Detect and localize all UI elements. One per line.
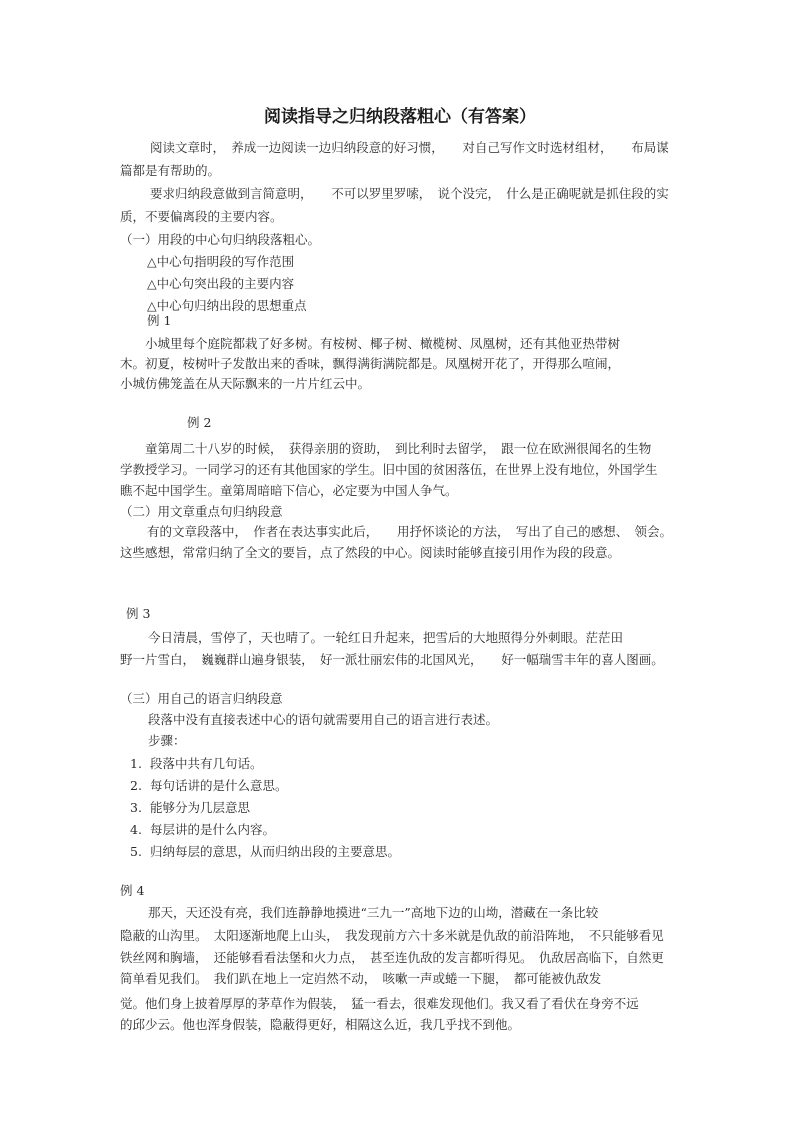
paragraph-line: 阅读文章时， 养成一边阅读一边归纳段意的好习惯， 对自己写作文时选材组材， 布局谋	[150, 140, 669, 155]
example-label-2: 例 2	[187, 415, 212, 430]
section-heading-3: （三）用自己的语言归纳段意	[120, 691, 283, 706]
step-item	[130, 844, 400, 860]
example-label-4: 例 4	[120, 883, 145, 898]
step-text: 段落中共有几句话。	[150, 756, 263, 771]
bullet-item: △中心句归纳出段的思想重点	[147, 298, 307, 313]
paragraph-line: 瞧不起中国学生。童第周暗暗下信心，必定要为中国人争气。	[120, 483, 458, 498]
paragraph-line: 铁丝网和胸墙， 还能够看看法堡和火力点， 甚至连仇敌的发言都听得见。 仇敌居高临下，自然更	[120, 950, 664, 965]
paragraph-line: 野一片雪白， 巍巍群山遍身银装， 好一派壮丽宏伟的北国风光， 好一幅瑞雪丰年的喜人图画。	[120, 652, 664, 667]
paragraph-line: 那天，天还没有亮，我们连静静地摸进“三九一”高地下边的山坳，潜藏在一条比较	[148, 905, 599, 920]
paragraph-line: 小城仿佛笼盖在从天际飘来的一片片红云中。	[120, 376, 371, 391]
bullet-item: △中心句指明段的写作范围	[147, 254, 295, 269]
example-label-1: 例 1	[147, 313, 172, 328]
paragraph-line: 的邱少云。他也浑身假装，隐蔽得更好，相隔这么近，我几乎找不到他。	[120, 1017, 521, 1032]
step-text: 能够分为几层意思	[150, 800, 251, 815]
step-number: 4.	[130, 822, 142, 837]
paragraph-line: 木。初夏，桉树叶子发散出来的香味，飘得满街满院都是。凤凰树开花了，开得那么喧闹，	[120, 356, 621, 371]
paragraph-line: 觉。他们身上披着厚厚的茅草作为假装， 猛一看去，很难发现他们。我又看了看伏在身旁不远	[120, 996, 639, 1011]
paragraph-line: 童第周二十八岁的时候， 获得亲朋的资助， 到比利时去留学， 跟一位在欧洲很闻名的生物	[145, 441, 652, 456]
step-number: 3.	[130, 800, 142, 815]
step-item	[130, 778, 288, 794]
paragraph-line: 有的文章段落中， 作者在表达事实此后， 用抒怀谈论的方法， 写出了自己的感想、 领会。	[147, 524, 673, 539]
step-item	[130, 822, 275, 838]
paragraph-line: 简单看见我们。 我们趴在地上一定岿然不动， 咳嗽一声或蜷一下腿， 都可能被仇敌发	[120, 971, 602, 986]
paragraph-line: 这些感想，常常归纳了全文的要旨，点了然段的中心。阅读时能够直接引用作为段的段意。	[120, 545, 621, 560]
step-item	[130, 800, 250, 816]
paragraph-line: 段落中没有直接表述中心的语句就需要用自己的语言进行表述。	[148, 712, 499, 727]
step-number: 5.	[130, 844, 142, 859]
step-text: 每层讲的是什么内容。	[150, 822, 276, 837]
paragraph-line: 隐蔽的山沟里。 太阳逐渐地爬上山头， 我发现前方六十多米就是仇敌的前沿阵地， 不只能够看见	[120, 928, 664, 943]
paragraph-line: 质，不要偏离段的主要内容。	[120, 209, 283, 224]
paragraph-line: 要求归纳段意做到言简意明， 不可以罗里罗嗦， 说个没完， 什么是正确呢就是抓住段的实	[150, 186, 669, 201]
paragraph-line: 篇都是有帮助的。	[120, 163, 221, 178]
step-text: 每句话讲的是什么意思。	[150, 778, 288, 793]
section-heading-1: （一）用段的中心句归纳段落粗心。	[120, 232, 321, 247]
section-heading-2: （二）用文章重点句归纳段意	[120, 504, 283, 519]
steps-label: 步骤：	[148, 733, 186, 748]
bullet-item: △中心句突出段的主要内容	[147, 276, 295, 291]
paragraph-line: 学教授学习。一同学习的还有其他国家的学生。旧中国的贫困落伍，在世界上没有地位，外国学生	[120, 462, 658, 477]
step-text: 归纳每层的意思，从而归纳出段的主要意思。	[150, 844, 401, 859]
step-number: 1.	[130, 756, 142, 771]
paragraph-line: 小城里每个庭院都栽了好多树。有桉树、椰子树、橄榄树、凤凰树，还有其他亚热带树	[145, 336, 621, 351]
step-number: 2.	[130, 778, 142, 793]
page-title: 阅读指导之归纳段落粗心（有答案）	[264, 107, 536, 127]
paragraph-line: 今日清晨，雪停了，天也晴了。一轮红日升起来，把雪后的大地照得分外刺眼。茫茫田	[148, 630, 624, 645]
example-label-3: 例 3	[126, 606, 151, 621]
step-item	[130, 756, 263, 772]
